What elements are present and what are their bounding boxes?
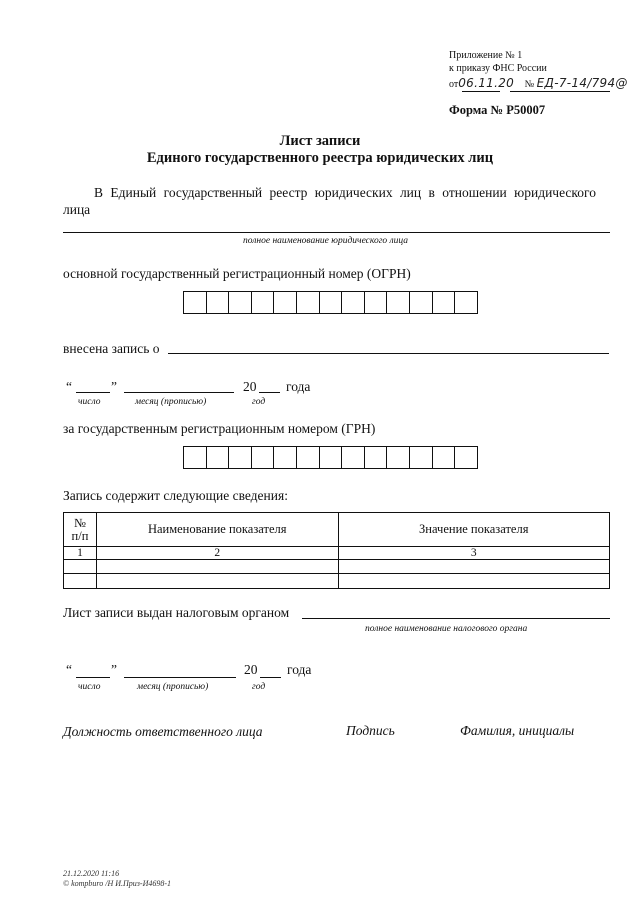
ogrn-cell	[342, 291, 365, 314]
date1-month-line	[124, 392, 234, 393]
issued-authority-line	[302, 618, 610, 619]
legal-entity-name-caption: полное наименование юридического лица	[243, 236, 409, 246]
form-number: Форма № Р50007	[449, 103, 546, 117]
col-value-index: 3	[338, 547, 609, 560]
ogrn-cell	[229, 291, 252, 314]
date1-open-quote: “	[66, 379, 72, 394]
order-number-prefix: №	[524, 79, 535, 90]
footer-timestamp: 21.12.2020 11:16	[63, 869, 120, 878]
grn-cell	[455, 446, 478, 469]
date1-caption-month: месяц (прописью)	[135, 397, 207, 407]
date2-year-prefix: 20	[244, 662, 258, 677]
footer-path	[63, 879, 171, 888]
record-label: внесена запись о	[63, 341, 160, 356]
date2-year-suffix: года	[287, 662, 312, 677]
appendix-line1: Приложение № 1	[449, 50, 523, 61]
date2-caption-day: число	[78, 682, 101, 692]
col-indicator-index: 2	[96, 547, 338, 560]
table-header-row	[64, 513, 610, 547]
date2-open-quote: “	[66, 662, 72, 677]
table-row	[64, 560, 610, 574]
grn-cell	[274, 446, 297, 469]
signature-label: Подпись	[346, 723, 395, 738]
copyright-icon: ©	[63, 879, 70, 888]
footer-path-text: kompburo /Н И.Приз-И4698-1	[71, 879, 172, 888]
ogrn-cell	[297, 291, 320, 314]
grn-boxes	[183, 446, 478, 469]
grn-cell	[297, 446, 320, 469]
date1-caption-year: год	[252, 397, 266, 407]
table-intro: Запись содержит следующие сведения:	[63, 488, 288, 503]
date1-year-line	[259, 392, 280, 393]
grn-cell	[342, 446, 365, 469]
grn-cell	[387, 446, 410, 469]
date2-day-line	[76, 677, 110, 678]
ogrn-cell	[387, 291, 410, 314]
ogrn-label: основной государственный регистрационный номер (ОГРН)	[63, 266, 411, 281]
order-date-handwritten: 06.11.20	[458, 76, 515, 90]
order-prefix: от	[449, 79, 459, 90]
date2-close-quote: ”	[111, 662, 117, 677]
order-date-underline	[462, 91, 500, 92]
order-number-underline	[510, 91, 610, 92]
issued-authority-caption: полное наименование налогового органа	[365, 624, 528, 634]
grn-cell	[184, 446, 207, 469]
col-number-header-line1: №	[74, 515, 86, 530]
grn-cell	[433, 446, 456, 469]
ogrn-cell	[365, 291, 388, 314]
col-indicator-header: Наименование показателя	[96, 513, 338, 547]
ogrn-cell	[433, 291, 456, 314]
date1-year-prefix: 20	[243, 379, 257, 394]
table-row	[64, 574, 610, 589]
legal-entity-name-line	[63, 232, 610, 233]
grn-cell	[365, 446, 388, 469]
grn-cell	[410, 446, 433, 469]
grn-label: за государственным регистрационным номером (ГРН)	[63, 421, 376, 436]
date1-year-suffix: года	[286, 379, 311, 394]
order-number-handwritten: ЕД-7-14/794@	[536, 76, 628, 90]
ogrn-cell	[455, 291, 478, 314]
ogrn-cell	[184, 291, 207, 314]
col-number-header	[64, 513, 97, 547]
ogrn-cell	[410, 291, 433, 314]
col-number-index: 1	[64, 547, 97, 560]
intro-line1: В Единый государственный реестр юридических лиц в отношении юридического	[94, 185, 596, 200]
order-line	[449, 76, 628, 90]
indicators-table	[63, 512, 610, 589]
title-line2: Единого государственного реестра юридических лиц	[146, 150, 494, 166]
intro-line2: лица	[63, 202, 91, 217]
ogrn-cell	[274, 291, 297, 314]
grn-cell	[252, 446, 275, 469]
responsible-position: Должность ответственного лица	[63, 724, 263, 739]
ogrn-cell	[320, 291, 343, 314]
title-line1: Лист записи	[279, 133, 361, 149]
col-value-header: Значение показателя	[338, 513, 609, 547]
date2-caption-month: месяц (прописью)	[137, 682, 209, 692]
date1-caption-day: число	[78, 397, 101, 407]
grn-cell	[320, 446, 343, 469]
ogrn-cell	[252, 291, 275, 314]
issued-label: Лист записи выдан налоговым органом	[63, 605, 290, 620]
ogrn-cell	[207, 291, 230, 314]
full-name-label: Фамилия, инициалы	[460, 723, 575, 738]
grn-cell	[229, 446, 252, 469]
date1-close-quote: ”	[111, 379, 117, 394]
table-numbering-row	[64, 547, 610, 560]
date2-month-line	[124, 677, 236, 678]
record-line	[168, 353, 609, 354]
date1-day-line	[76, 392, 110, 393]
date2-caption-year: год	[252, 682, 266, 692]
col-number-header-line2: п/п	[71, 528, 89, 543]
grn-cell	[207, 446, 230, 469]
date2-year-line	[260, 677, 281, 678]
ogrn-boxes	[183, 291, 478, 314]
appendix-line2: к приказу ФНС России	[449, 63, 547, 74]
